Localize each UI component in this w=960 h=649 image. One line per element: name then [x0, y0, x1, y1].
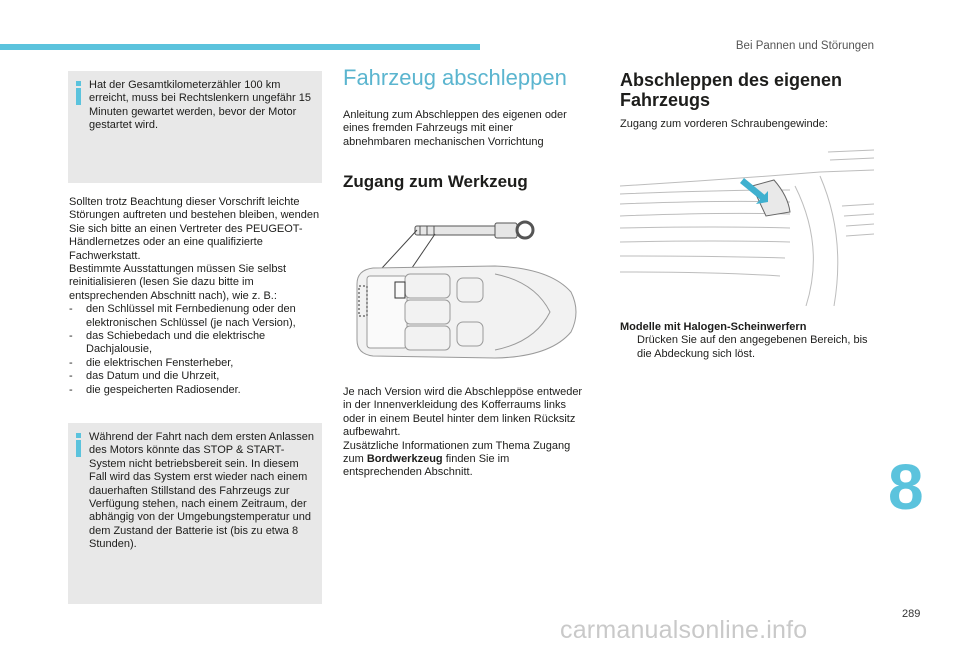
info-note-1-text: Hat der Gesamtkilometerzähler 100 km erreicht, muss bei Rechtslenkern ungefähr 15 Minuten gewartet werden, bevor der Motor gestartet wird. [89, 79, 311, 132]
tool-illustration [345, 212, 590, 372]
tool-access-title: Zugang zum Werkzeug [343, 172, 528, 191]
car-topview-icon [357, 266, 576, 358]
left-para-1: Sollten trotz Beachtung dieser Vorschrift leichte Störungen auftreten und bestehen bleiben, wenden Sie sich bitte an einen Vertreter des PEUGEOT-Händlernetzes oder an eine qualifizierte Fachwerkstatt. [69, 196, 320, 262]
middle-intro: Anleitung zum Abschleppen des eigenen oder eines fremden Fahrzeugs mit einer abnehmbaren mechanischen Vorrichtung [343, 109, 567, 148]
list-item: - die elektrischen Fensterheber, [69, 356, 234, 369]
halogen-subheading: Modelle mit Halogen-Scheinwerfern [620, 321, 807, 333]
list-item: Drücken Sie auf den angegebenen Bereich, bis die Abdeckung sich löst. [637, 334, 868, 360]
list-item: - den Schlüssel mit Fernbedienung oder den elektronischen Schlüssel (je nach Version), [69, 303, 296, 329]
middle-body [343, 386, 587, 480]
left-body [69, 196, 323, 397]
bordwerkzeug-link-text: Bordwerkzeug [366, 453, 443, 466]
right-intro: Zugang zum vorderen Schraubengewinde: [620, 118, 828, 130]
reset-list [69, 303, 323, 397]
right-body [620, 321, 876, 361]
tool-location-text: Je nach Version wird die Abschleppöse entweder in der Innenverkleidung des Kofferraums links oder in einem Beutel hinter dem linken Rücksitz aufbewahrt. [343, 386, 583, 439]
list-item: - das Datum und die Uhrzeit, [69, 370, 220, 383]
left-para-2: Bestimmte Ausstattungen müssen Sie selbst reinitialisieren (lesen Sie dazu bitte im entsprechenden Abschnitt nach), wie z. B.: [69, 263, 287, 302]
chapter-number: 8 [888, 451, 924, 523]
info-note-2-text: Während der Fahrt nach dem ersten Anlassen des Motors könnte das STOP & START-System nicht betriebsbereit sein. In diesem Fall wird das System erst wieder nach einem dauerhaften Stillstand des Fahrzeugs zur Verfügung stehen, nach einem Zeitraum, der abhängig von der Umgebungstemperatur und dem Zustand der Batterie ist (bis zu etwa 8 Stunden). [89, 431, 315, 551]
list-item: - die gespeicherten Radiosender. [69, 383, 241, 396]
tool-more-info: Zusätzliche Informationen zum Thema Zugang zum Bordwerkzeug finden Sie im entsprechenden Abschnitt. [343, 439, 571, 479]
info-icon [76, 433, 82, 457]
info-icon [76, 81, 82, 105]
top-accent-bar [0, 44, 480, 50]
list-item: - das Schiebedach und die elektrische Dachjalousie, [69, 330, 266, 356]
info-note-1 [68, 71, 322, 183]
towing-eye-icon [415, 222, 533, 238]
section-title: Fahrzeug abschleppen [343, 65, 567, 90]
cover-panel [752, 180, 790, 216]
front-grille-illustration [620, 146, 874, 306]
watermark: carmanualsonline.info [560, 616, 808, 644]
info-note-2 [68, 423, 322, 604]
section-header: Bei Pannen und Störungen [735, 40, 874, 52]
own-vehicle-title: Abschleppen des eigenen Fahrzeugs [620, 70, 843, 110]
page-number: 289 [902, 608, 921, 620]
